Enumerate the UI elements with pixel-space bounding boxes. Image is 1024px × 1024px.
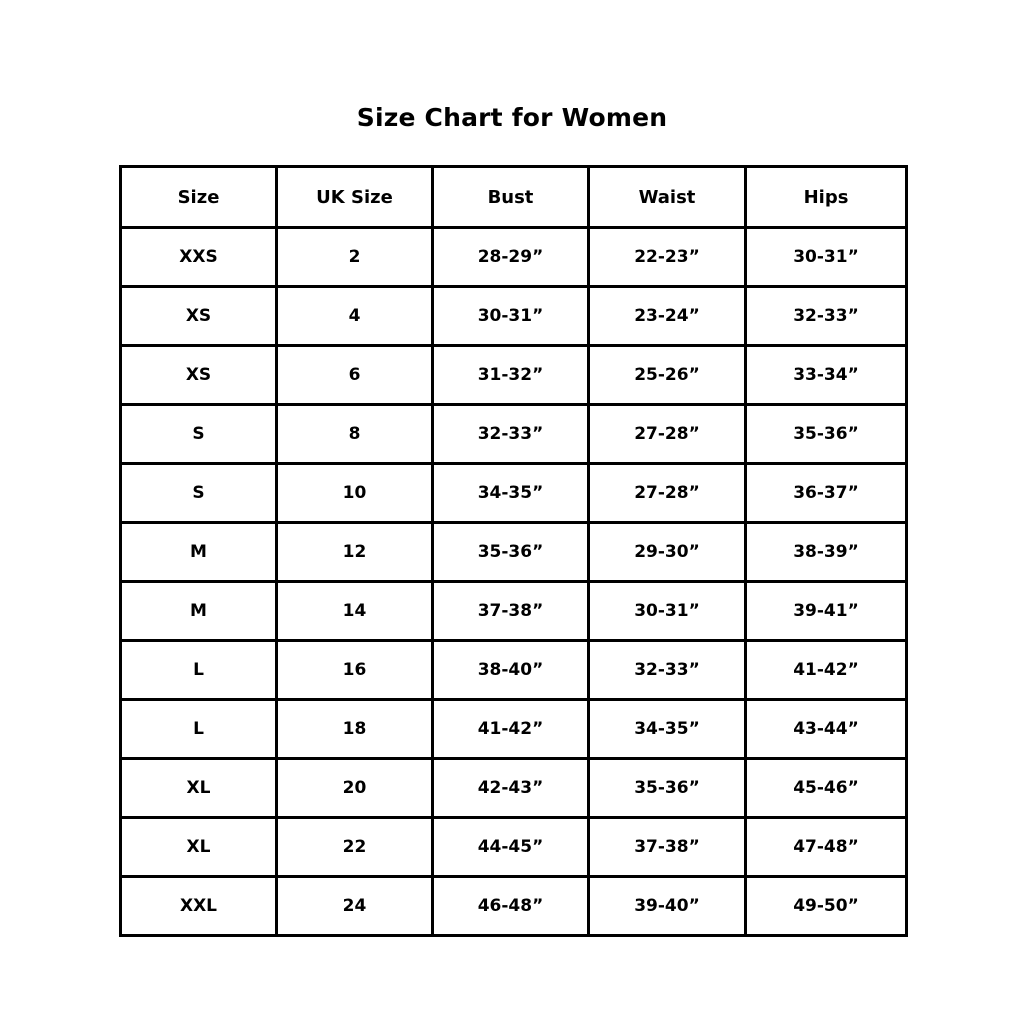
cell-size: XL [121, 818, 277, 877]
cell-size: L [121, 700, 277, 759]
cell-uk-size: 10 [277, 464, 433, 523]
cell-waist: 22-23” [589, 228, 746, 287]
cell-size: M [121, 523, 277, 582]
table-row [121, 287, 907, 346]
table-header [121, 167, 907, 228]
cell-waist: 30-31” [589, 582, 746, 641]
table-row [121, 228, 907, 287]
cell-waist: 23-24” [589, 287, 746, 346]
column-header-bust: Bust [433, 167, 589, 228]
size-chart-table-wrapper [119, 165, 905, 937]
cell-hips: 43-44” [746, 700, 907, 759]
table-row [121, 700, 907, 759]
cell-uk-size: 8 [277, 405, 433, 464]
cell-size: XS [121, 346, 277, 405]
cell-uk-size: 24 [277, 877, 433, 936]
cell-size: XXS [121, 228, 277, 287]
page-title: Size Chart for Women [356, 103, 668, 132]
cell-waist: 37-38” [589, 818, 746, 877]
cell-bust: 35-36” [433, 523, 589, 582]
cell-hips: 49-50” [746, 877, 907, 936]
cell-waist: 35-36” [589, 759, 746, 818]
cell-hips: 36-37” [746, 464, 907, 523]
size-chart-table [119, 165, 908, 937]
cell-uk-size: 4 [277, 287, 433, 346]
cell-hips: 39-41” [746, 582, 907, 641]
cell-size: L [121, 641, 277, 700]
cell-bust: 44-45” [433, 818, 589, 877]
cell-bust: 38-40” [433, 641, 589, 700]
column-header-size: Size [121, 167, 277, 228]
cell-uk-size: 6 [277, 346, 433, 405]
cell-uk-size: 18 [277, 700, 433, 759]
cell-hips: 33-34” [746, 346, 907, 405]
cell-hips: 38-39” [746, 523, 907, 582]
table-row [121, 405, 907, 464]
cell-bust: 41-42” [433, 700, 589, 759]
cell-bust: 32-33” [433, 405, 589, 464]
cell-uk-size: 14 [277, 582, 433, 641]
cell-size: XS [121, 287, 277, 346]
table-row [121, 523, 907, 582]
cell-hips: 47-48” [746, 818, 907, 877]
cell-waist: 29-30” [589, 523, 746, 582]
cell-bust: 37-38” [433, 582, 589, 641]
table-row [121, 346, 907, 405]
table-row [121, 759, 907, 818]
cell-size: S [121, 405, 277, 464]
cell-hips: 45-46” [746, 759, 907, 818]
cell-bust: 34-35” [433, 464, 589, 523]
cell-bust: 31-32” [433, 346, 589, 405]
table-row [121, 818, 907, 877]
cell-size: S [121, 464, 277, 523]
cell-size: XL [121, 759, 277, 818]
table-header-row [121, 167, 907, 228]
cell-hips: 30-31” [746, 228, 907, 287]
cell-uk-size: 12 [277, 523, 433, 582]
cell-bust: 30-31” [433, 287, 589, 346]
cell-bust: 46-48” [433, 877, 589, 936]
cell-size: M [121, 582, 277, 641]
table-row [121, 582, 907, 641]
column-header-waist: Waist [589, 167, 746, 228]
table-row [121, 641, 907, 700]
table-row [121, 877, 907, 936]
table-row [121, 464, 907, 523]
cell-uk-size: 22 [277, 818, 433, 877]
cell-waist: 32-33” [589, 641, 746, 700]
cell-waist: 39-40” [589, 877, 746, 936]
table-body [121, 228, 907, 936]
cell-waist: 27-28” [589, 464, 746, 523]
cell-hips: 41-42” [746, 641, 907, 700]
cell-uk-size: 16 [277, 641, 433, 700]
cell-size: XXL [121, 877, 277, 936]
column-header-uk-size: UK Size [277, 167, 433, 228]
cell-bust: 28-29” [433, 228, 589, 287]
column-header-hips: Hips [746, 167, 907, 228]
cell-waist: 34-35” [589, 700, 746, 759]
cell-uk-size: 20 [277, 759, 433, 818]
cell-hips: 35-36” [746, 405, 907, 464]
cell-hips: 32-33” [746, 287, 907, 346]
cell-waist: 25-26” [589, 346, 746, 405]
cell-bust: 42-43” [433, 759, 589, 818]
cell-uk-size: 2 [277, 228, 433, 287]
cell-waist: 27-28” [589, 405, 746, 464]
